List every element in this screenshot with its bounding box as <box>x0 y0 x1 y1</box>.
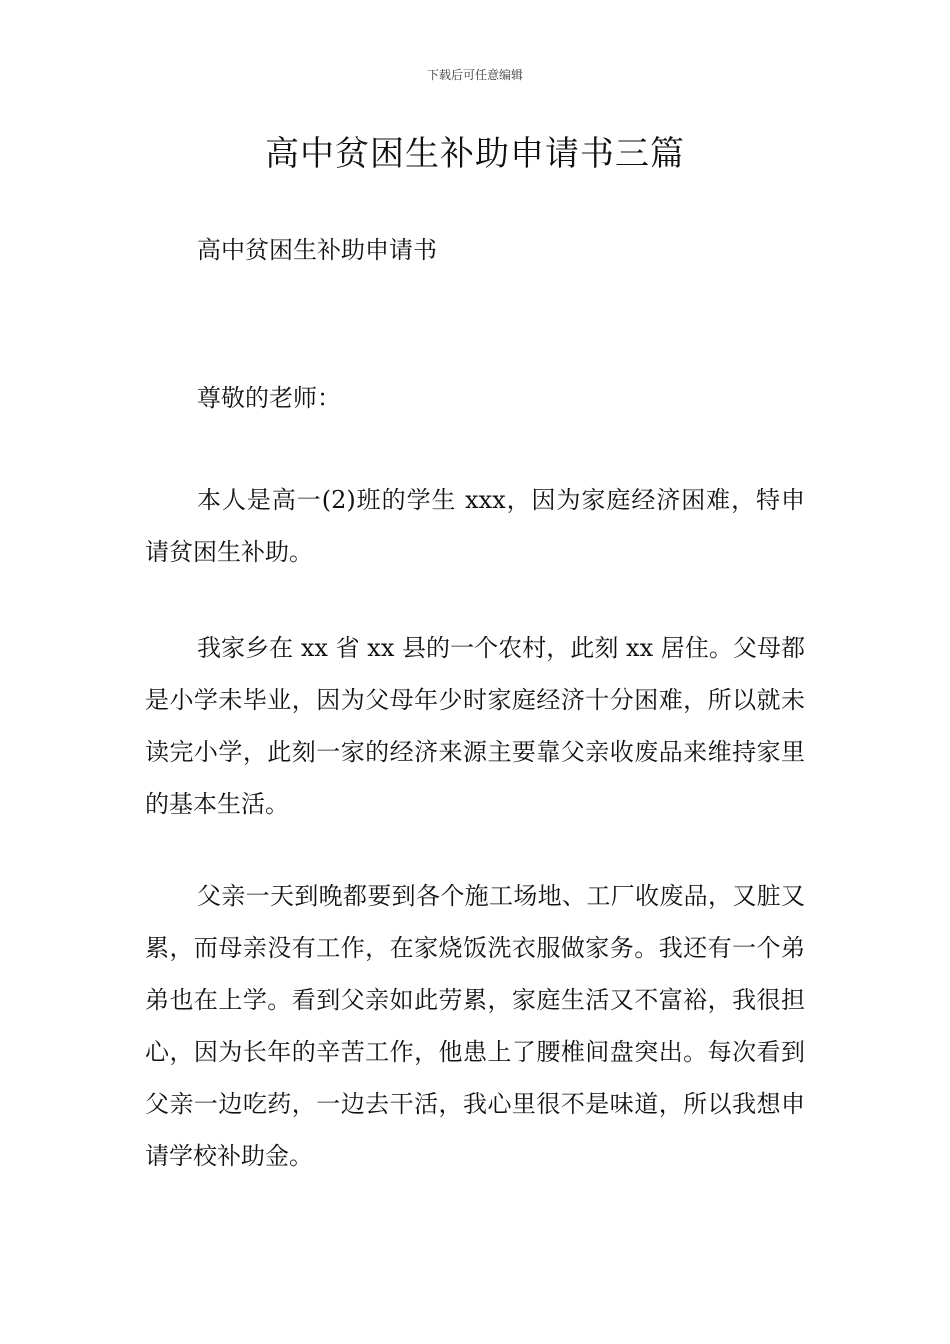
header-note: 下载后可任意编辑 <box>426 68 523 82</box>
paragraph-3: 父亲一天到晚都要到各个施工场地、工厂收废品，又脏又累，而母亲没有工作，在家烧饭洗衣服做家务。我还有一个弟弟也在上学。看到父亲如此劳累，家庭生活又不富裕，我很担心，因为长年的辛苦工作，他患上了腰椎间盘突出。每次看到父亲一边吃药，一边去干活，我心里很不是味道，所以我想申请学校补助金。 <box>145 882 805 1170</box>
document-subtitle: 高中贫困生补助申请书 <box>197 236 437 264</box>
salutation: 尊敬的老师： <box>197 384 341 412</box>
paragraph-1: 本人是高一(2)班的学生 xxx，因为家庭经济困难，特申请贫困生补助。 <box>145 486 805 566</box>
document-title: 高中贫困生补助申请书三篇 <box>265 134 685 174</box>
paragraph-2: 我家乡在 xx 省 xx 县的一个农村，此刻 xx 居住。父母都是小学未毕业，因为父母年少时家庭经济十分困难，所以就未读完小学，此刻一家的经济来源主要靠父亲收废品来维持家里的基本生活。 <box>145 634 805 818</box>
